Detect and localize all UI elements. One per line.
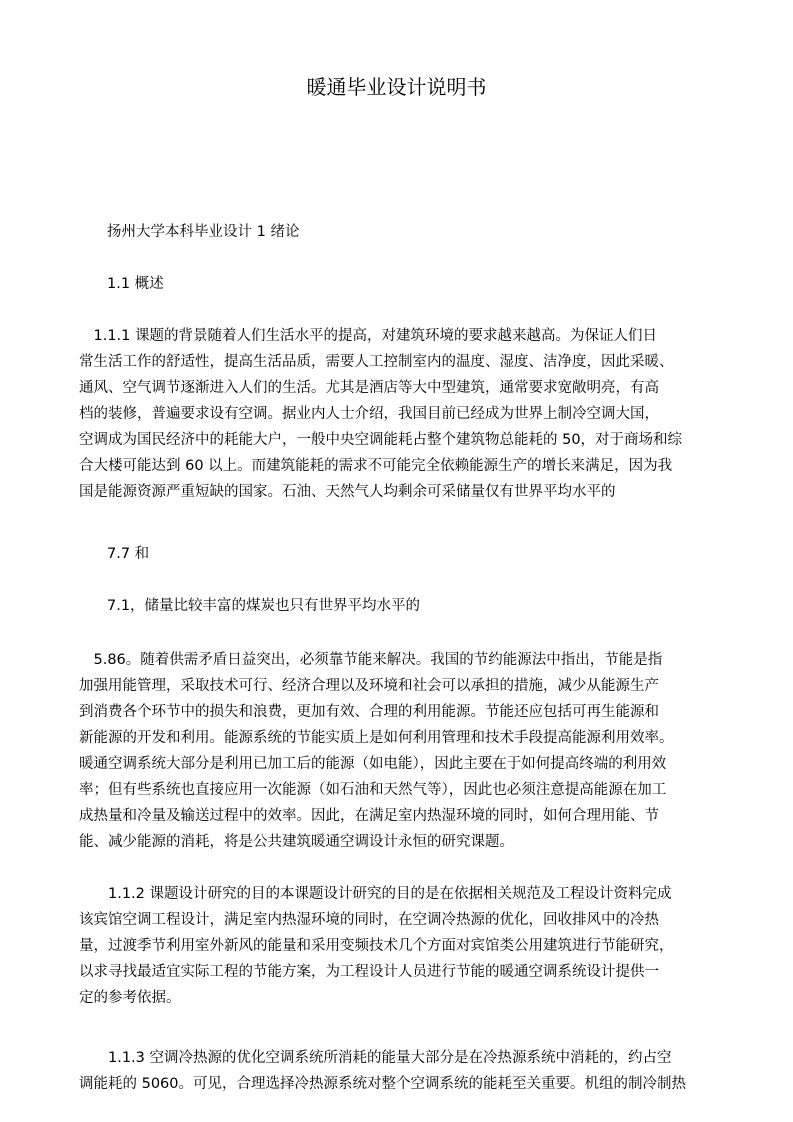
paragraph-line: 以求寻找最适宜实际工程的节能方案，为工程设计人员进行节能的暖通空调系统设计提供一 — [79, 964, 659, 980]
paragraph-heat-source — [79, 1045, 727, 1097]
paragraph-line: 合大楼可能达到 60 以上。而建筑能耗的需求不可能完全依赖能源生产的增长来满足，因为我 — [79, 458, 673, 474]
paragraph-line: 调能耗的 5060。可见，合理选择冷热源系统对整个空调系统的能耗至关重要。机组的制冷制热 — [79, 1076, 687, 1092]
chapter-heading: 扬州大学本科毕业设计 1 绪论 — [107, 224, 300, 240]
paragraph-line: 加强用能管理，采取技术可行、经济合理以及环境和社会可以承担的措施，减少从能源生产 — [79, 678, 659, 694]
section-heading: 1.1 概述 — [107, 276, 164, 292]
paragraph-line: 能、减少能源的消耗，将是公共建筑暖通空调设计永恒的研究课题。 — [79, 834, 514, 850]
paragraph-line: 暖通空调系统大部分是利用已加工后的能源（如电能），因此主要在于如何提高终端的利用效 — [79, 756, 667, 772]
paragraph-line: 5.86。随着供需矛盾日益突出，必须靠节能来解决。我国的节约能源法中指出，节能是指 — [79, 652, 663, 668]
paragraph-energy-saving — [79, 647, 727, 855]
paragraph-line: 档的装修，普遍要求设有空调。据业内人士介绍，我国目前已经成为世界上制冷空调大国， — [79, 406, 659, 422]
paragraph-line: 1.1.2 课题设计研究的目的本课题设计研究的目的是在依据相关规范及工程设计资料完成 — [79, 886, 672, 902]
paragraph-line: 该宾馆空调工程设计，满足室内热湿环境的同时，在空调冷热源的优化，回收排风中的冷热 — [79, 912, 659, 928]
paragraph-background — [79, 323, 727, 505]
paragraph-line: 成热量和冷量及输送过程中的效率。因此，在满足室内热湿环境的同时，如何合理用能、节 — [79, 808, 659, 824]
paragraph-purpose — [79, 881, 727, 1011]
fragment-text: 7.7 和 — [107, 546, 150, 562]
paragraph-line: 通风、空气调节逐渐进入人们的生活。尤其是酒店等大中型建筑，通常要求宽敞明亮，有高 — [79, 380, 659, 396]
fragment-text: 7.1，储量比较丰富的煤炭也只有世界平均水平的 — [107, 598, 421, 614]
paragraph-line: 1.1.1 课题的背景随着人们生活水平的提高，对建筑环境的要求越来越高。为保证人们日 — [79, 328, 657, 344]
paragraph-line: 空调成为国民经济中的耗能大户，一般中央空调能耗占整个建筑物总能耗的 50，对于商场和综 — [79, 432, 683, 448]
paragraph-line: 量，过渡季节利用室外新风的能量和采用变频技术几个方面对宾馆类公用建筑进行节能研究， — [79, 938, 674, 954]
paragraph-line: 国是能源资源严重短缺的国家。石油、天然气人均剩余可采储量仅有世界平均水平的 — [79, 484, 616, 500]
paragraph-line: 定的参考依据。 — [79, 990, 181, 1006]
paragraph-line: 1.1.3 空调冷热源的优化空调系统所消耗的能量大部分是在冷热源系统中消耗的，约占空 — [79, 1050, 672, 1066]
paragraph-line: 新能源的开发和利用。能源系统的节能实质上是如何利用管理和技术手段提高能源利用效率。 — [79, 730, 674, 746]
paragraph-line: 到消费各个环节中的损失和浪费，更加有效、合理的利用能源。节能还应包括可再生能源和 — [79, 704, 659, 720]
document-title: 暖通毕业设计说明书 — [306, 75, 487, 99]
paragraph-line: 常生活工作的舒适性，提高生活品质，需要人工控制室内的温度、湿度、洁净度，因此采暖、 — [79, 354, 674, 370]
paragraph-line: 率；但有些系统也直接应用一次能源（如石油和天然气等），因此也必须注意提高能源在加工 — [79, 782, 667, 798]
